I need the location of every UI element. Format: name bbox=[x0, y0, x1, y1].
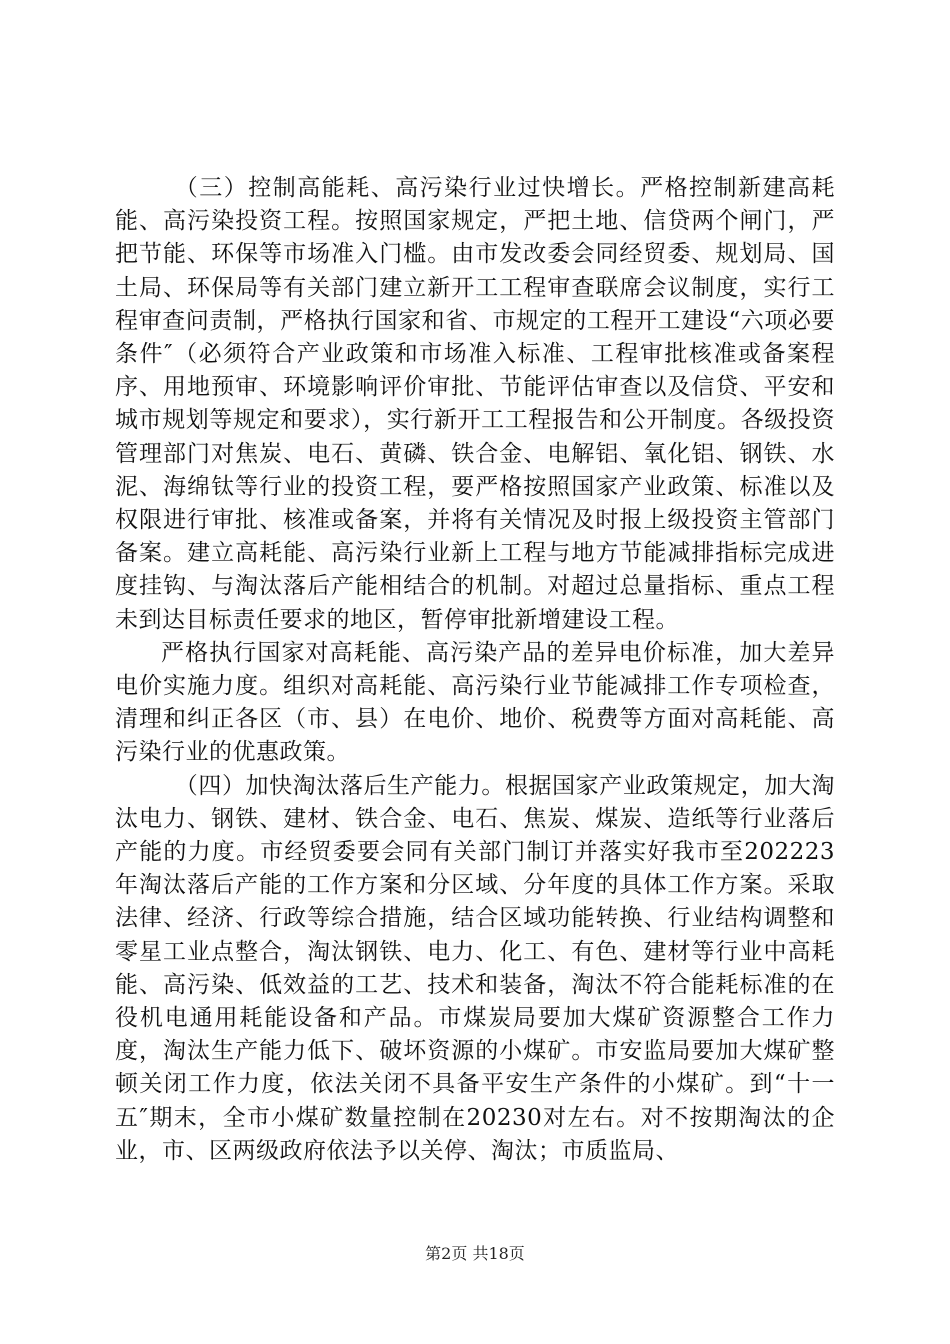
paragraph-section-four: （四）加快淘汰落后生产能力。根据国家产业政策规定，加大淘汰电力、钢铁、建材、铁合金、电石、焦炭、煤炭、造纸等行业落后产能的力度。市经贸委要会同有关部门制订并落实好我市至202223年淘汰落后产能的工作方案和分区域、分年度的具体工作方案。采取法律、经济、行政等综合措施，结合区域功能转换、行业结构调整和零星工业点整合，淘汰钢铁、电力、化工、有色、建材等行业中高耗能、高污染、低效益的工艺、技术和装备，淘汰不符合能耗标准的在役机电通用耗能设备和产品。市煤炭局要加大煤矿资源整合工作力度，淘汰生产能力低下、破坏资源的小煤矿。市安监局要加大煤矿整顿关闭工作力度，依法关闭不具备平安生产条件的小煤矿。到“十一五″期末，全市小煤矿数量控制在20230对左右。对不按期淘汰的企业，市、区两级政府依法予以关停、淘汰；市质监局、 bbox=[115, 772, 835, 1164]
document-body bbox=[115, 172, 835, 1168]
paragraph-differential-pricing: 严格执行国家对高耗能、高污染产品的差异电价标准，加大差异电价实施力度。组织对高耗能、高污染行业节能减排工作专项检查，清理和纠正各区（市、县）在电价、地价、税费等方面对高耗能、高污染行业的优惠政策。 bbox=[115, 639, 835, 766]
page-number-footer: 第2页 共18页 bbox=[425, 1244, 525, 1263]
paragraph-section-three: （三）控制高能耗、高污染行业过快增长。严格控制新建高耗能、高污染投资工程。按照国家规定，严把土地、信贷两个闸门，严把节能、环保等市场准入门槛。由市发改委会同经贸委、规划局、国土局、环保局等有关部门建立新开工工程审查联席会议制度，实行工程审查问责制，严格执行国家和省、市规定的工程开工建设“六项必要条件″（必须符合产业政策和市场准入标准、工程审批核准或备案程序、用地预审、环境影响评价审批、节能评估审查以及信贷、平安和城市规划等规定和要求），实行新开工工程报告和公开制度。各级投资管理部门对焦炭、电石、黄磷、铁合金、电解铝、氧化铝、钢铁、水泥、海绵钛等行业的投资工程，要严格按照国家产业政策、标准以及权限进行审批、核准或备案，并将有关情况及时报上级投资主管部门备案。建立高耗能、高污染行业新上工程与地方节能减排指标完成进度挂钩、与淘汰落后产能相结合的机制。对超过总量指标、重点工程未到达目标责任要求的地区，暂停审批新增建设工程。 bbox=[115, 175, 835, 633]
